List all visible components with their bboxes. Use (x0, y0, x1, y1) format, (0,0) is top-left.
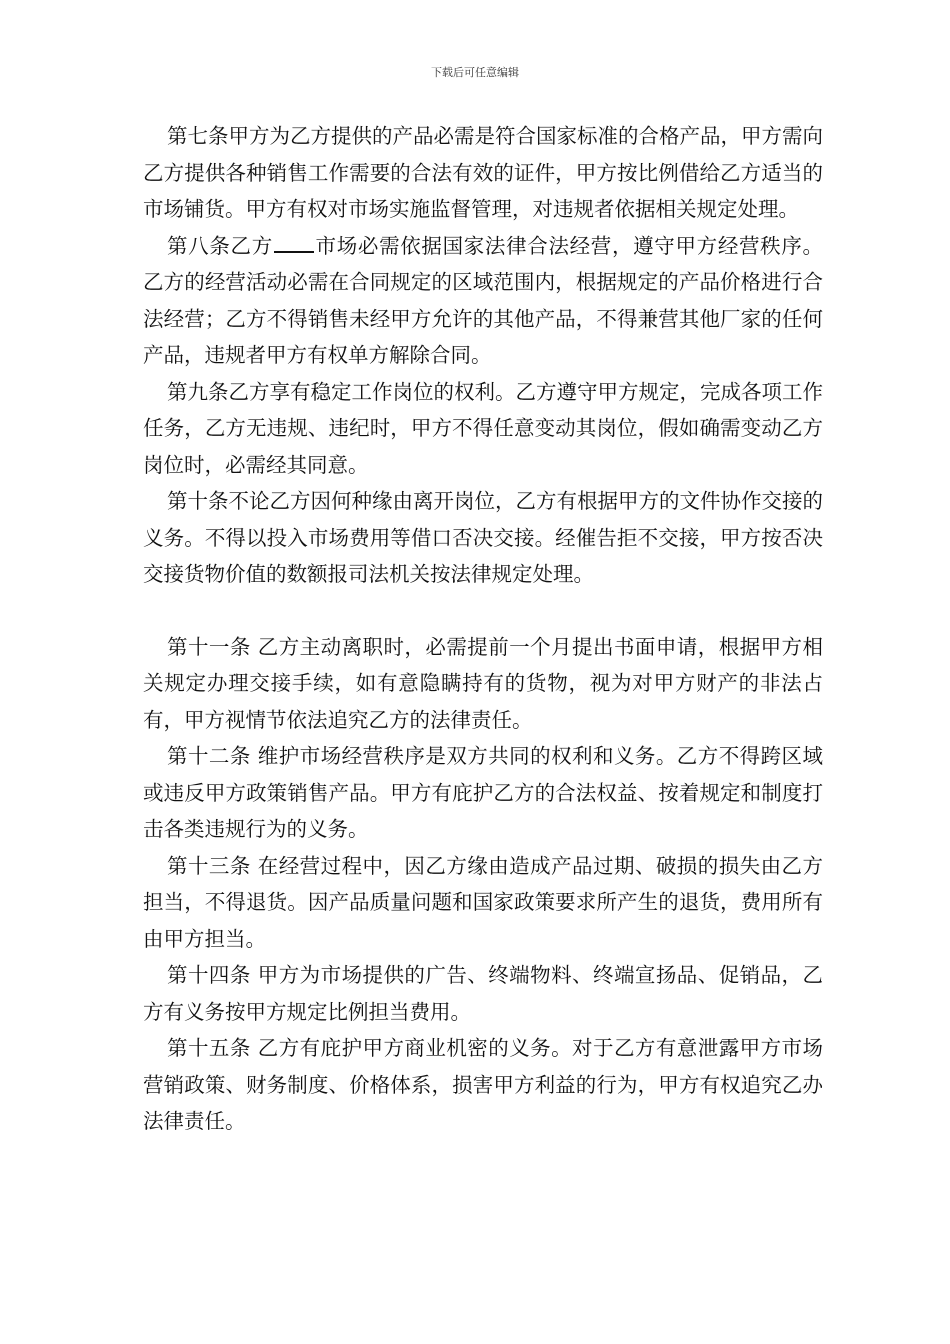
article-8 (143, 228, 823, 374)
page-header: 下载后可任意编辑 (431, 66, 519, 79)
article-13: 第十三条 在经营过程中，因乙方缘由造成产品过期、破损的损失由乙方担当，不得退货。因产品质量问题和国家政策要求所产生的退货，费用所有由甲方担当。 (143, 853, 823, 951)
article-8-start: 第八条乙方 (167, 233, 273, 258)
article-11: 第十一条 乙方主动离职时，必需提前一个月提出书面申请，根据甲方相关规定办理交接手续，如有意隐瞒持有的货物，视为对甲方财产的非法占有，甲方视情节依法追究乙方的法律责任。 (143, 634, 823, 732)
fill-in-blank (274, 229, 314, 253)
article-7: 第七条甲方为乙方提供的产品必需是符合国家标准的合格产品，甲方需向乙方提供各种销售工作需要的合法有效的证件，甲方按比例借给乙方适当的市场铺货。甲方有权对市场实施监督管理，对违规者依据相关规定处理。 (143, 124, 823, 221)
article-12: 第十二条 维护市场经营秩序是双方共同的权利和义务。乙方不得跨区域或违反甲方政策销售产品。甲方有庇护乙方的合法权益、按着规定和制度打击各类违规行为的义务。 (143, 744, 823, 841)
document-body (143, 118, 823, 1140)
article-9: 第九条乙方享有稳定工作岗位的权利。乙方遵守甲方规定，完成各项工作任务，乙方无违规、违纪时，甲方不得任意变动其岗位，假如确需变动乙方岗位时，必需经其同意。 (143, 379, 823, 477)
article-15: 第十五条 乙方有庇护甲方商业机密的义务。对于乙方有意泄露甲方市场营销政策、财务制度、价格体系，损害甲方利益的行为，甲方有权追究乙办法律责任。 (143, 1036, 823, 1133)
article-14: 第十四条 甲方为市场提供的广告、终端物料、终端宣扬品、促销品，乙方有义务按甲方规定比例担当费用。 (143, 963, 823, 1024)
article-10: 第十条不论乙方因何种缘由离开岗位，乙方有根据甲方的文件协作交接的义务。不得以投入市场费用等借口否决交接。经催告拒不交接，甲方按否决交接货物价值的数额报司法机关按法律规定处理。 (143, 489, 823, 586)
paragraph-gap (143, 593, 823, 629)
article-8-rest: 市场必需依据国家法律合法经营，遵守甲方经营秩序。乙方的经营活动必需在合同规定的区域范围内，根据规定的产品价格进行合法经营；乙方不得销售未经甲方允许的其他产品，不得兼营其他厂家的任何产品，违规者甲方有权单方解除合同。 (143, 233, 824, 367)
